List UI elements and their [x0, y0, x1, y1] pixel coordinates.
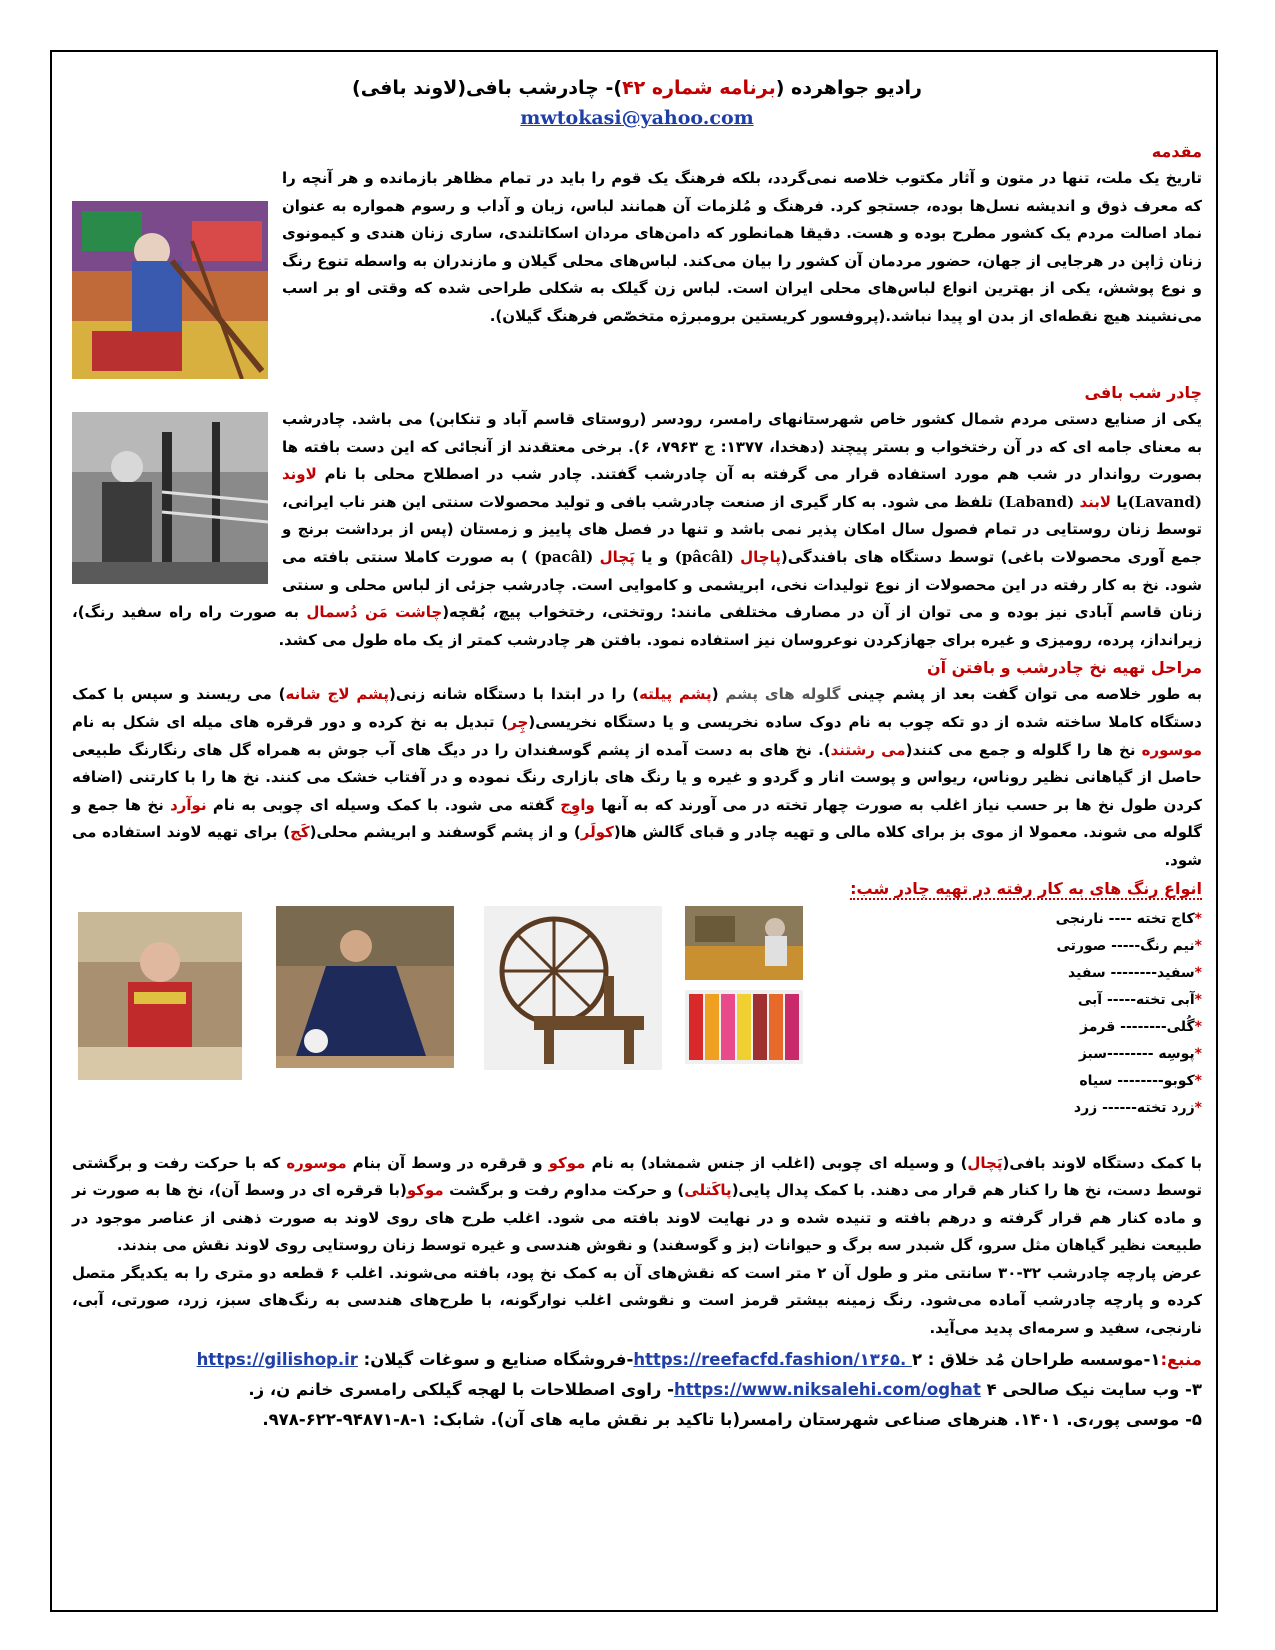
email-line: [72, 104, 1202, 132]
woman-costume-photo: [78, 912, 242, 1080]
term-moku-2: موکو: [406, 1181, 444, 1200]
color-item: *سفید-------- سفید: [1068, 964, 1202, 981]
page-title: رادیو جواهرده (برنامه شماره ۴۲)- چادرشب بافی(لاوند بافی): [352, 77, 922, 99]
term-lavand: لاوند: [282, 465, 317, 484]
term-vavij: واوِج: [560, 795, 595, 814]
chador-text: یکی از صنایع دستی مردم شمال کشور خاص شهرستانهای رامسر، رودسر (روستای قاسم آباد و تنکابن) می باشد. چادرشب به معنای جامه ای که در آن رختخواب و بستر پیچند (دهخدا، ۱۳۷۷: ج ۷۹۶۳، ۶). برخی معتقدند از آنجائی که این دست بافته ها بصورت رواندار در شب هم مورد استفاده قرار می گرفته به آن چادرشب گفتند. چادر شب در اصطلاح محلی با نام لاوند (Lavand)یا لابند (Laband) تلفظ می شود. به کار گیری از صنعت چادرشب بافی و تولید محصولات سنتی این هنر ناب ایرانی، توسط زنان روستایی در تمام فصول سال امکان پذیر نمی باشد و تنها در فصل های پاییز و زمستان (پس از برداشت برنج و جمع آوری محصولات باغی) توسط دستگاه های بافندگی(پاچال (pâcâl) و یا پَچال (pacâl) ) به صورت کاملا سنتی بافته می شود. نخ به کار رفته در این محصولات از نوع تولیدات نخی، ابریشمی و کاموایی است. چادرشب جزئی از لباس محلی و سنتی زنان قاسم آبادی نیز بوده و می توان از آن در مصارف مختلفی مانند: روتختی، رختخواب پیچ، بُقچه(چاشت مَن دُسمال به صورت راه راه سفید رنگ)، زیرانداز، پرده، رومیزی و غیره برای جهازکردن نوعروسان نیز استفاده نمود. بافتن هر چادرشب کمتر از یک ماه طول می کشد.: [72, 410, 1203, 649]
color-item: *زرد تخته------ زرد: [1073, 1099, 1202, 1116]
term-golole: گلوله های پشم: [725, 685, 841, 704]
weaver-color-photo: [72, 201, 268, 379]
sources-label: منبع:: [1160, 1349, 1202, 1369]
term-navard: نوآرد: [170, 795, 207, 814]
term-paktali: پاکَتلی: [684, 1181, 732, 1200]
weaver-bw-photo: [72, 412, 268, 584]
term-pachal-2: پَچال: [599, 547, 635, 566]
gallery: [72, 902, 1202, 1150]
niksalehi-link[interactable]: https://www.niksalehi.com/oghat: [673, 1379, 981, 1399]
term-char: چِر: [508, 712, 529, 731]
chador-section: [72, 406, 1202, 654]
term-pashm-laj: پشم لاج شانه: [285, 685, 389, 704]
term-musure: موسوره: [1141, 740, 1203, 759]
color-item: *پوسِه --------سبز: [1078, 1045, 1202, 1062]
stages-text: به طور خلاصه می توان گفت بعد از پشم چینی گلوله های پشم (پشم پیلته) را در ابتدا با دستگاه شانه زنی(پشم لاج شانه) می ریسند و سپس با کمک دستگاه کاملا ساخته شده از دو تکه چوب به نام دوک ساده نخریسی و یا دستگاه نخریسی(چِر) تبدیل به نخ کرده و دور قرقره های میله ای شکل به نام موسوره نخ ها را گلوله و جمع می کنند(می رشتند). نخ های به دست آمده از پشم گوسفندان را در دیگ های آب جوش به همراه گل های رنگارنگ طبیعی حاصل از گیاهانی نظیر روناس، ریواس و پوست انار و گردو و غیره و یا رنگ های بازاری رنگ نموده و در آفتاب خشک می کنند. نخ ها را با کارتنی (اضافه کردن طول نخ ها بر حسب نیاز اغلب به صورت چهار تخته در می آورند که به آنها واوِج گفته می شود. با کمک وسیله ای چوبی به نام نوآرد نخ ها جمع و گلوله می شوند. معمولا از موی بز برای کلاه مالی و تهیه چادر و قبای گالش ها(کولَر) و از پشم گوسفند و ابریشم محلی(کَج) برای تهیه لاوند استفاده می شود.: [72, 685, 1203, 869]
stages-heading: مراحل تهیه نخ چادرشب و بافتن آن: [926, 658, 1202, 678]
source-line-2: ۳- وب سایت نیک صالحی https://www.niksalehi.com/oghat ۴- راوی اصطلاحات با لهجه گیلکی رامسری خانم ن، ز.: [248, 1379, 1202, 1399]
spinning-wheel-photo: [484, 906, 662, 1070]
term-pachal-3: پَچال: [967, 1153, 1003, 1172]
term-pachal: پاچال: [740, 547, 781, 566]
chador-heading: چادر شب بافی: [1084, 383, 1202, 402]
colors-heading: انواع رنگ های به کار رفته در تهیه چادر شب:: [850, 878, 1202, 898]
color-item: *کوبو-------- سیاه: [1079, 1072, 1202, 1089]
email-link[interactable]: mwtokasi@yahoo.com: [520, 107, 754, 129]
woman-spinning-photo: [276, 906, 454, 1068]
color-item: *آبی تخته----- آبی: [1077, 991, 1202, 1008]
color-list: [1056, 906, 1202, 1122]
term-chasht: چاشت مَن دُسمال: [306, 603, 443, 622]
term-mi-reshtand: می رشتند: [830, 740, 906, 759]
dimensions-text: عرض پارچه چادرشب ۳۲-۳۰ سانتی متر و طول آن ۲ متر است که نقش‌های آن به کمک نخ پود، بافته می‌شوند. اغلب ۶ قطعه دو متری را به یکدیگر متصل کرده و پارچه چادرشب آماده می‌شود. رنگ زمینه بیشتر قرمز است و نقوشی اغلب نوارگونه، با طرح‌های هندسی به رنگ‌های سبز، زرد، صورتی، آبی، نارنجی، سفید و سرمه‌ای پدید می‌آید.: [72, 1263, 1202, 1338]
term-musure-2: موسوره: [286, 1153, 347, 1172]
sources: [72, 1345, 1202, 1435]
source-line-1: منبع:۱-موسسه طراحان مُد خلاق : https://reefacfd.fashion/۱۳۶۵. ۲-فروشگاه صنایع و سوغات گیلان: https://gilishop.ir: [196, 1349, 1202, 1369]
document: [72, 74, 1202, 1435]
intro-text: تاریخ یک ملت، تنها در متون و آثار مکتوب خلاصه نمی‌گردد، بلکه فرهنگ یک قوم را باید در تمام مظاهر بازمانده و هر آنچه را که معرف ذوق و اندیشه نسل‌ها بوده، جستجو کرد. فرهنگ و مُلزمات آن همانند لباس، زبان و آداب و رسوم همواره به عنوان نماد اصالت مردم یک کشور مطرح بوده و هست. دقیقا همانطور که دامن‌های مردان اسکاتلندی، ساری زنان هندی و کیمونوی زنان ژاپن در هرجایی از جهان، حضور مردمان آن کشور را بیان می‌کند. لباس‌های محلی گیلان و مازندران به واسطه تنوع رنگ و نوع پوشش، یکی از بهترین انواع لباس‌های محلی ایران است. لباس زن گیلک به شکلی طراحی شده که وقتی او بر اسب می‌نشیند هیچ نقطه‌ای از بدن او پیدا نباشد.(پروفسور کریستین برومبرژه متخصّص فرهنگ گیلان).: [282, 169, 1202, 325]
term-kaj: کَج: [290, 823, 310, 842]
color-item: *نیم رنگ----- صورتی: [1056, 937, 1202, 954]
source-line-3: ۵- موسی پور،ی. ۱۴۰۱. هنرهای صناعی شهرستان رامسر(با تاکید بر نقش مایه های آن). شابک: ۱-۸-۹۴۸۷۱-۶۲۲-۹۷۸.: [262, 1409, 1202, 1429]
gilishop-link[interactable]: https://gilishop.ir: [196, 1349, 358, 1369]
term-pashm-pile: پشم پیلته: [639, 685, 712, 704]
program-number: برنامه شماره ۴۲: [622, 77, 776, 99]
dyed-yarn-photo: [685, 990, 803, 1064]
intro-section: [72, 165, 1202, 331]
reefacfd-link[interactable]: https://reefacfd.fashion/۱۳۶۵.: [633, 1349, 912, 1369]
color-item: *گُلی-------- قرمز: [1080, 1018, 1202, 1035]
weaving-text: با کمک دستگاه لاوند بافی(پَچال) و وسیله ای چوبی (اغلب از جنس شمشاد) به نام موکو و قرقره در وسط آن بنام موسوره که با حرکت رفت و برگشتی توسط دست، نخ ها را کنار هم قرار می دهند. با کمک پدال پایی(پاکَتلی) و حرکت مداوم رفت و برگشت موکو(با قرقره ای در وسط آن)، نخ ها به صورت نر و ماده کنار هم قرار گرفته و درهم بافته و تنیده شده و در نهایت لاوند بافته می شود. اغلب طرح های روی لاوند به صورت ذهنی از عناصر موجود در طبیعت نظیر گیاهان مثل سرو، گل شبدر سه برگ و حیوانات (بز و گوسفند) و نقوش هندسی و غیره توسط زنان روستایی روی لاوند نقش می بندند.: [72, 1153, 1202, 1255]
term-moku: موکو: [548, 1153, 586, 1172]
dyeing-photo: [685, 906, 803, 980]
color-item: *کاج تخته ---- نارنجی: [1055, 910, 1202, 927]
intro-heading: مقدمه: [1151, 142, 1202, 161]
term-laband: لابند: [1079, 492, 1112, 511]
term-kular: کولَر: [580, 823, 614, 842]
